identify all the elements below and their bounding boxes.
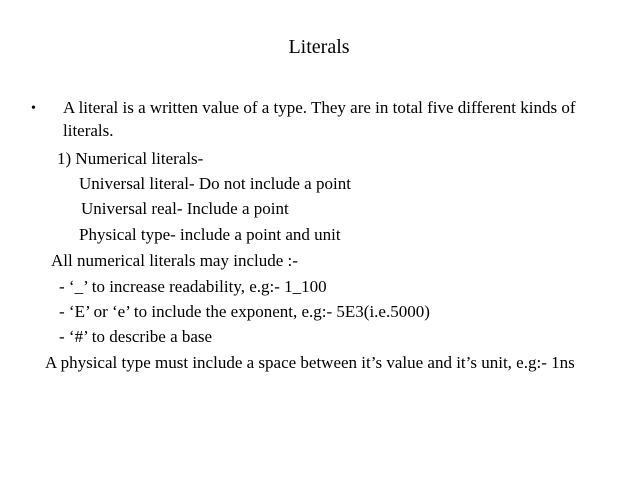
- body-line-1: A literal is a written value of a type. They are in total five different kinds of: [63, 98, 576, 117]
- body-line-physical-type: Physical type- include a point and unit: [79, 225, 341, 244]
- body-line-universal-real: Universal real- Include a point: [81, 199, 289, 218]
- body-line-all-numerical: All numerical literals may include :-: [51, 251, 298, 270]
- slide-title: Literals: [288, 36, 350, 58]
- body-line-universal-literal: Universal literal- Do not include a point: [79, 174, 351, 193]
- body-line-exponent-rule: - ‘E’ or ‘e’ to include the exponent, e.g:- 5E3(i.e.5000): [59, 302, 430, 321]
- body-line-physical-space: A physical type must include a space between it’s value and it’s unit, e.g:- 1ns: [45, 353, 575, 372]
- bullet-icon: •: [31, 101, 36, 116]
- body-line-numerical-literals: 1) Numerical literals-: [57, 149, 204, 168]
- body-line-underscore-rule: - ‘_’ to increase readability, e.g:- 1_100: [59, 277, 327, 296]
- body-line-base-rule: - ‘#’ to describe a base: [59, 327, 213, 346]
- body-line-2: literals.: [63, 121, 114, 140]
